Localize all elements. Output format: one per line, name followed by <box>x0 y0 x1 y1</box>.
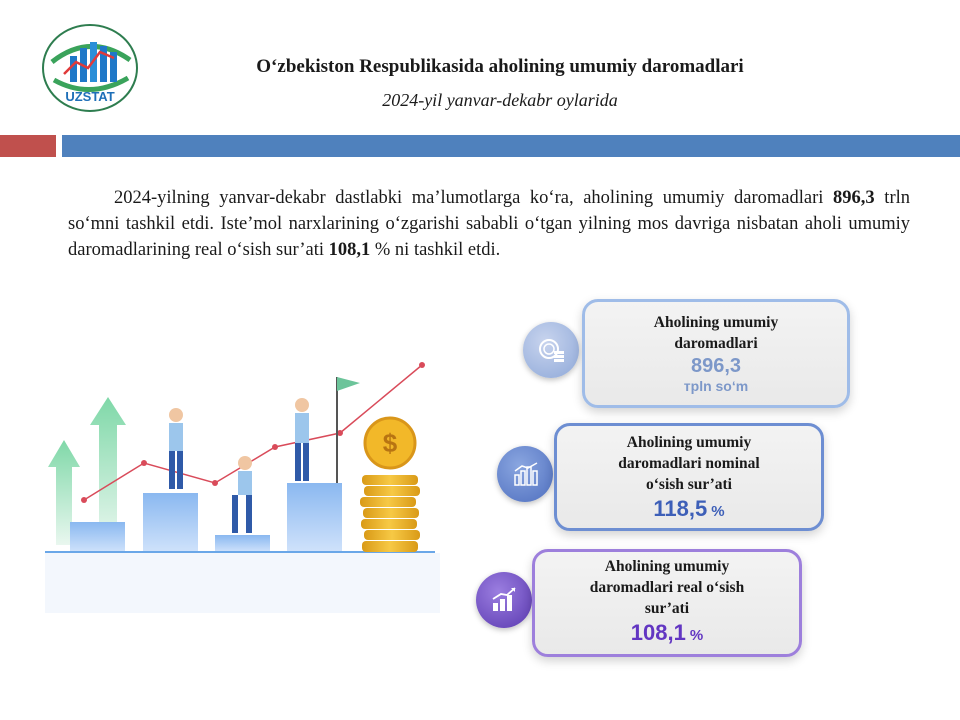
card-real-growth-label-3: sur’ati <box>644 600 690 617</box>
bar-chart-icon <box>497 446 553 502</box>
header-band-blue <box>62 135 960 157</box>
svg-text:$: $ <box>382 428 398 458</box>
summary-paragraph <box>68 185 910 263</box>
header-band-red <box>0 135 56 157</box>
card-total-income-label-2: daromadlari <box>674 335 758 352</box>
card-real-growth-unit: % <box>689 627 704 644</box>
paragraph-value-growth: 108,1 <box>328 240 371 260</box>
card-nominal-growth-label-3: o‘sish sur’ati <box>646 476 732 493</box>
card-nominal-growth-label-2: daromadlari nominal <box>618 455 760 472</box>
paragraph-text-1: 2024-yilning yanvar-dekabr dastlabki ma’lumotlarga ko‘ra, aholining umumiy daromadlari <box>114 188 834 208</box>
page-title: O‘zbekiston Respublikasida aholining umumiy daromadlari <box>256 56 744 77</box>
coins-chart-icon <box>523 322 579 378</box>
card-total-income <box>582 299 850 408</box>
card-total-income-unit: трln so‘m <box>683 378 749 394</box>
paragraph-text-2: trln so‘mni tashkil etdi. Iste’mol narxlarining o‘zgarishi sababli o‘tgan yilning mos davriga nisbatan aholi umumiy daromadlarining real o‘sish sur’ati <box>68 188 910 260</box>
card-real-growth-label-2: daromadlari real o‘sish <box>589 579 745 596</box>
card-nominal-growth-value: 118,5 <box>653 496 708 521</box>
uzstat-logo <box>40 22 142 114</box>
card-nominal-growth <box>554 423 824 531</box>
page-subtitle: 2024-yil yanvar-dekabr oylarida <box>382 90 618 110</box>
card-real-growth-value: 108,1 <box>630 620 686 645</box>
logo-text: UZSTAT <box>65 89 115 104</box>
paragraph-text-3: % ni tashkil etdi. <box>370 240 501 260</box>
card-nominal-growth-unit: % <box>711 503 725 520</box>
card-nominal-growth-label-1: Aholining umumiy <box>626 434 752 451</box>
card-real-growth <box>532 549 802 657</box>
card-total-income-value: 896,3 <box>690 355 742 377</box>
growth-illustration <box>40 355 455 615</box>
card-total-income-label-1: Aholining umumiy <box>653 314 779 331</box>
paragraph-value-income: 896,3 <box>833 188 875 208</box>
growth-chart-icon <box>476 572 532 628</box>
card-real-growth-label-1: Aholining umumiy <box>604 558 730 575</box>
